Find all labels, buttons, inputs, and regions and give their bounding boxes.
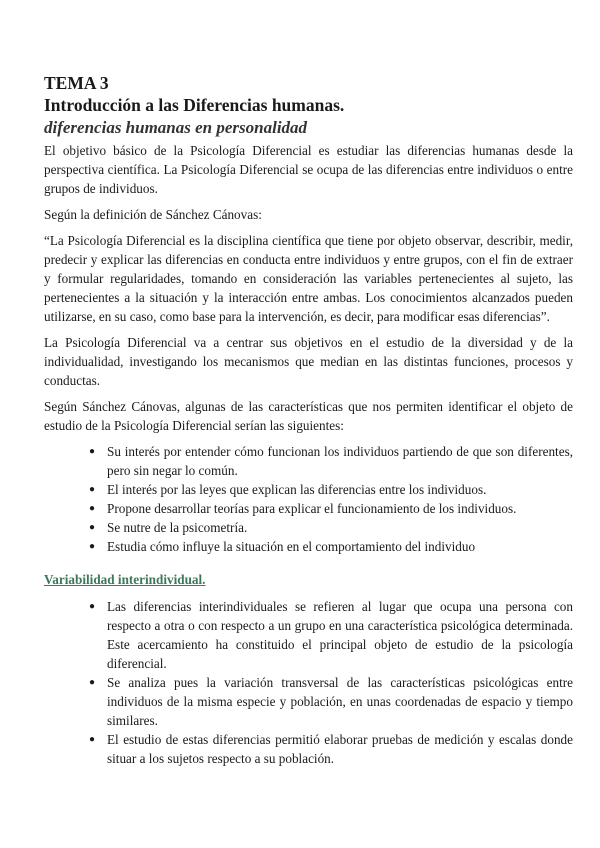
bullet-icon: ● [89, 484, 96, 495]
list-item-text: Estudia cómo influye la situación en el comportamiento del individuo [107, 539, 476, 554]
bullet-icon: ● [89, 677, 96, 688]
list-item [89, 537, 573, 556]
bullet-icon: ● [89, 522, 96, 533]
bullet-icon: ● [89, 446, 96, 457]
section-heading-variabilidad: Variabilidad interindividual. [44, 572, 206, 587]
definition-intro: Según la definición de Sánchez Cánovas: [44, 207, 262, 222]
characteristics-intro: Según Sánchez Cánovas, algunas de las características que nos permiten identificar el objeto de estudio de la Psicología Diferencial serían las siguientes: [44, 399, 573, 433]
bullet-icon: ● [89, 503, 96, 514]
list-item-text: Se nutre de la psicometría. [107, 520, 248, 535]
tema-heading: TEMA 3 [44, 73, 109, 93]
bullet-icon: ● [89, 541, 96, 552]
page-subtitle: diferencias humanas en personalidad [44, 118, 308, 137]
list-item [89, 480, 573, 499]
list-item [89, 518, 573, 537]
list-item [89, 499, 573, 518]
list-item [89, 673, 573, 730]
objectives-paragraph: La Psicología Diferencial va a centrar sus objetivos en el estudio de la diversidad y de la individualidad, investigando los mecanismos que median en las distintas funciones, procesos y conductas. [44, 335, 573, 388]
list-item-text: Su interés por entender cómo funcionan los individuos partiendo de que son diferentes, pero sin negar lo común. [107, 444, 573, 478]
characteristics-list [44, 442, 573, 556]
list-item-text: Las diferencias interindividuales se refieren al lugar que ocupa una persona con respecto a otra o con respecto a un grupo en una característica psicológica determinada. Este acercamiento ha constituido el principal objeto de estudio de la psicología diferencial. [107, 599, 573, 671]
list-item-text: El interés por las leyes que explican las diferencias entre los individuos. [107, 482, 487, 497]
intro-paragraph: El objetivo básico de la Psicología Diferencial es estudiar las diferencias humanas desde la perspectiva científica. La Psicología Diferencial se ocupa de las diferencias entre individuos o entre grupos de individuos. [44, 143, 573, 196]
definition-quote: “La Psicología Diferencial es la disciplina científica que tiene por objeto observar, describir, medir, predecir y explicar las diferencias en conducta entre individuos y entre grupos, con el fin de extraer y formular regularidades, tomando en consideración las variables pertenecientes al sujeto, las pertenecientes a la situación y la interacción entre ambas. Los conocimientos alcanzados pueden utilizarse, en su caso, como base para la intervención, es decir, para modificar esas diferencias”. [44, 233, 573, 324]
list-item [89, 597, 573, 673]
page-title: Introducción a las Diferencias humanas. [44, 95, 345, 115]
variabilidad-list [44, 597, 573, 768]
bullet-icon: ● [89, 601, 96, 612]
document-page [44, 72, 573, 776]
list-item-text: Se analiza pues la variación transversal de las características psicológicas entre individuos de la misma especie y población, en unas coordenadas de espacio y tiempo similares. [107, 675, 573, 728]
list-item [89, 442, 573, 480]
list-item [89, 730, 573, 768]
list-item-text: Propone desarrollar teorías para explicar el funcionamiento de los individuos. [107, 501, 517, 516]
list-item-text: El estudio de estas diferencias permitió elaborar pruebas de medición y escalas donde situar a los sujetos respecto a su población. [107, 732, 573, 766]
bullet-icon: ● [89, 734, 96, 745]
